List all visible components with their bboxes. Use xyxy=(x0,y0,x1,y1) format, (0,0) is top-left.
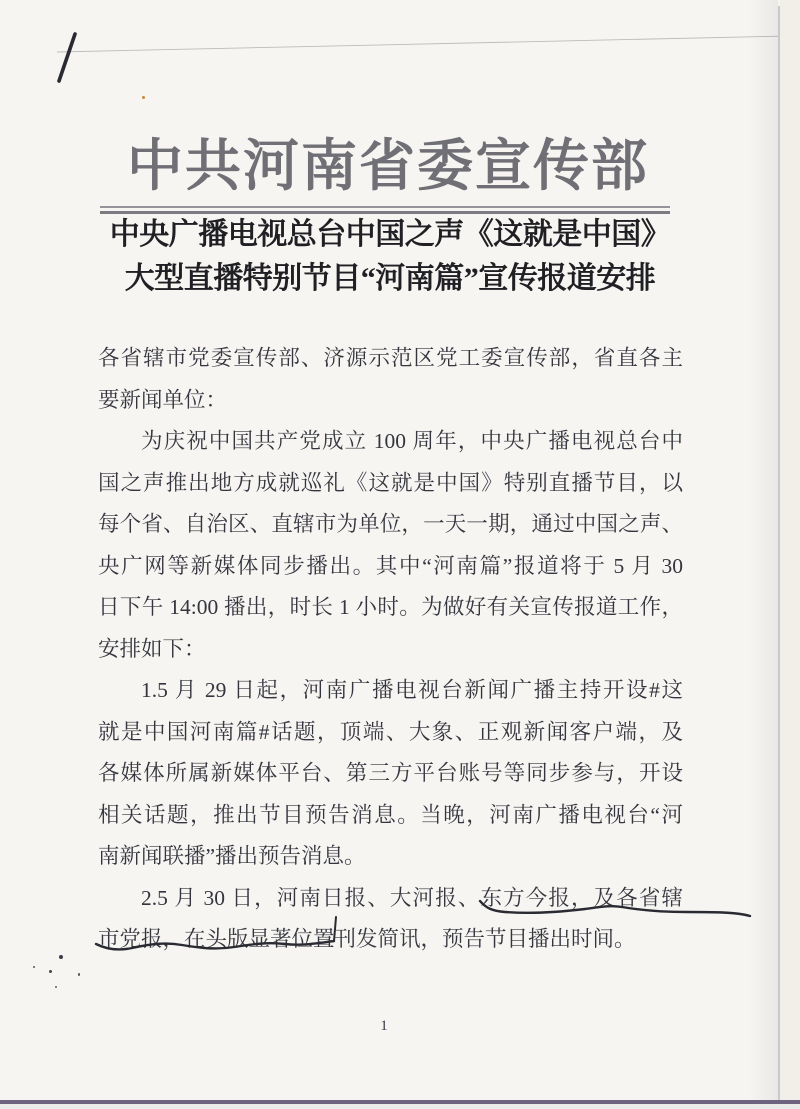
dust-speckle xyxy=(142,96,145,99)
letterhead-org-name: 中共河南省委宣传部 xyxy=(127,136,649,198)
document-title xyxy=(90,213,690,301)
ink-speckle xyxy=(59,955,63,959)
document-body xyxy=(98,338,683,961)
body-line: 各媒体所属新媒体平台、第三方平台账号等同步参与，开设 xyxy=(98,761,683,785)
body-line: 1.5 月 29 日起，河南广播电视台新闻广播主持开设#这 xyxy=(141,678,683,702)
paper-right-edge xyxy=(778,6,780,1109)
body-line: 日下午 14:00 播出，时长 1 小时。为做好有关宣传报道工作， xyxy=(98,595,683,619)
body-line: 为庆祝中国共产党成立 100 周年，中央广播电视总台中 xyxy=(141,429,683,453)
ink-speckle xyxy=(33,966,35,968)
body-line: 南新闻联播”播出预告消息。 xyxy=(98,844,366,868)
document-title-line1: 中央广播电视总台中国之声《这就是中国》 xyxy=(109,218,671,251)
body-line: 安排如下： xyxy=(98,636,206,661)
body-line: 相关话题，推出节目预告消息。当晚，河南广播电视台“河 xyxy=(98,802,683,827)
ink-speckle xyxy=(49,970,52,973)
body-line: 每个省、自治区、直辖市为单位，一天一期，通过中国之声、 xyxy=(98,512,683,536)
ink-speckle xyxy=(78,973,80,976)
body-line: 2.5 月 30 日，河南日报、大河报、东方今报，及各省辖 xyxy=(141,885,683,910)
body-line: 各省辖市党委宣传部、济源示范区党工委宣传部，省直各主 xyxy=(98,346,683,370)
body-line: 就是中国河南篇#话题，顶端、大象、正观新闻客户端，及 xyxy=(98,719,683,744)
body-line: 国之声推出地方成就巡礼《这就是中国》特别直播节目，以 xyxy=(98,470,683,495)
scan-fold-line xyxy=(57,36,790,52)
scanner-background-strip xyxy=(780,0,800,1109)
document-title-line2: 大型直播特别节目“河南篇”宣传报道安排 xyxy=(124,262,656,295)
page-number: 1 xyxy=(380,1018,388,1034)
body-line: 央广网等新媒体同步播出。其中“河南篇”报道将于 5 月 30 xyxy=(98,553,683,578)
body-line: 要新闻单位： xyxy=(98,387,228,412)
ink-speckle xyxy=(55,986,57,988)
body-line: 市党报，在头版显著位置刊发简讯，预告节目播出时间。 xyxy=(98,927,636,951)
paper-edge-shadow xyxy=(748,0,778,1109)
scanner-bottom-margin xyxy=(0,1104,800,1109)
pen-slash-mark xyxy=(59,34,75,81)
